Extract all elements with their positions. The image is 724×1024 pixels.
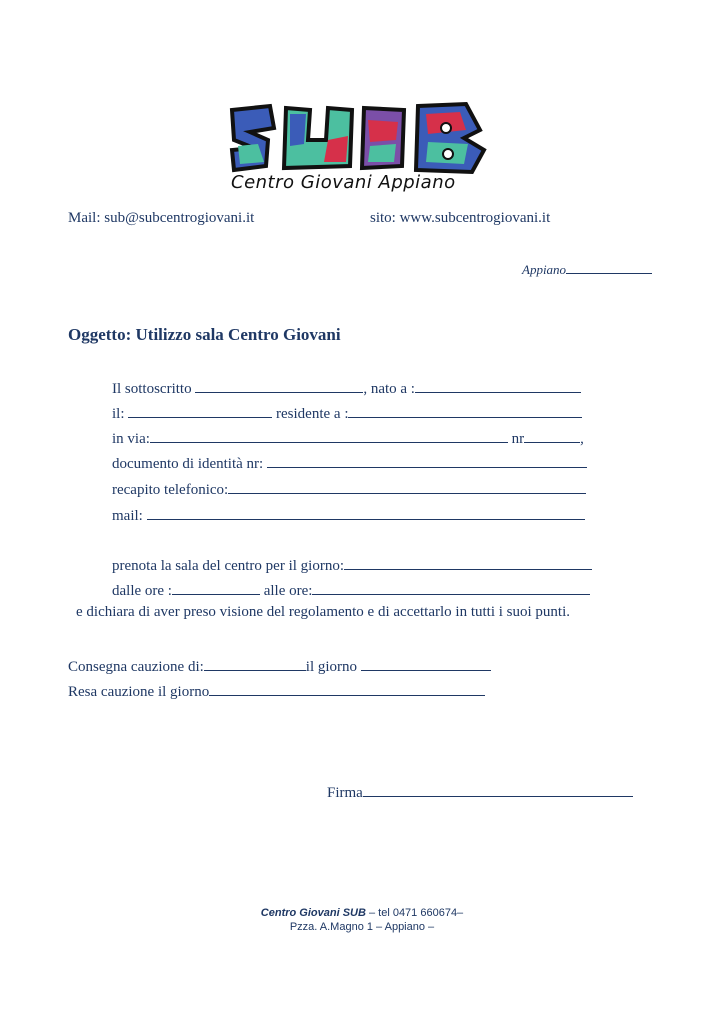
signature-row	[327, 782, 633, 802]
field-deposit-amount[interactable]	[204, 656, 306, 671]
form-row-via	[112, 428, 584, 448]
field-signature[interactable]	[363, 782, 633, 797]
label-nr: nr	[511, 431, 525, 447]
field-name[interactable]	[195, 378, 363, 393]
field-residence[interactable]	[348, 403, 582, 418]
deposit-return-row	[68, 681, 485, 701]
sub-logo-graphic	[228, 100, 498, 180]
footer-tel: – tel 0471 660674–	[365, 907, 464, 919]
label-il-giorno: il giorno	[305, 659, 358, 675]
form-row-mail	[112, 505, 585, 525]
label-mail: mail:	[112, 508, 143, 524]
mail-address: Mail: sub@subcentrogiovani.it	[68, 210, 255, 226]
deposit-row	[68, 656, 491, 676]
logo-caption: Centro Giovani Appiano	[231, 172, 456, 193]
subject-heading: Oggetto: Utilizzo sala Centro Giovani	[68, 325, 341, 344]
label-recapito: recapito telefonico:	[112, 482, 229, 498]
declaration-text: e dichiara di aver preso visione del regolamento e di accettarlo in tutti i suoi punti.	[76, 604, 571, 620]
form-row-il	[112, 403, 582, 423]
label-prenota: prenota la sala del centro per il giorno:	[112, 558, 344, 574]
form-row-sottoscritto	[112, 378, 581, 398]
label-nato-a: , nato a :	[363, 381, 415, 397]
label-il: il:	[112, 406, 125, 422]
label-resa: Resa cauzione il giorno	[68, 684, 210, 700]
field-booking-date[interactable]	[344, 555, 592, 570]
place-date	[522, 259, 652, 278]
label-residente: residente a :	[276, 406, 349, 422]
label-nr-comma: ,	[580, 431, 584, 447]
form-row-documento	[112, 453, 587, 473]
label-alle-ore: alle ore:	[263, 583, 313, 599]
form-row-orari	[112, 580, 590, 600]
label-documento: documento di identità nr:	[112, 456, 264, 472]
field-document[interactable]	[267, 453, 587, 468]
field-birthplace[interactable]	[415, 378, 581, 393]
website: sito: www.subcentrogiovani.it	[370, 210, 551, 226]
form-row-prenota	[112, 555, 592, 575]
field-deposit-date[interactable]	[361, 656, 491, 671]
field-mail[interactable]	[147, 505, 585, 520]
label-firma: Firma	[327, 785, 363, 801]
place-label: Appiano	[522, 262, 567, 277]
field-phone[interactable]	[228, 479, 586, 494]
field-birthdate[interactable]	[128, 403, 272, 418]
footer-name: Centro Giovani SUB	[260, 907, 366, 919]
field-return-date[interactable]	[209, 681, 485, 696]
label-via: in via:	[112, 431, 150, 447]
field-time-to[interactable]	[312, 580, 590, 595]
field-street-number[interactable]	[524, 428, 580, 443]
footer-line-1	[0, 907, 724, 919]
label-dalle-ore: dalle ore :	[112, 583, 172, 599]
footer-address: Pzza. A.Magno 1 – Appiano –	[289, 921, 435, 933]
label-consegna: Consegna cauzione di:	[68, 659, 204, 675]
field-time-from[interactable]	[172, 580, 260, 595]
label-sottoscritto: Il sottoscritto	[112, 381, 192, 397]
field-street[interactable]	[150, 428, 508, 443]
date-line	[566, 259, 652, 274]
form-row-recapito	[112, 479, 586, 499]
